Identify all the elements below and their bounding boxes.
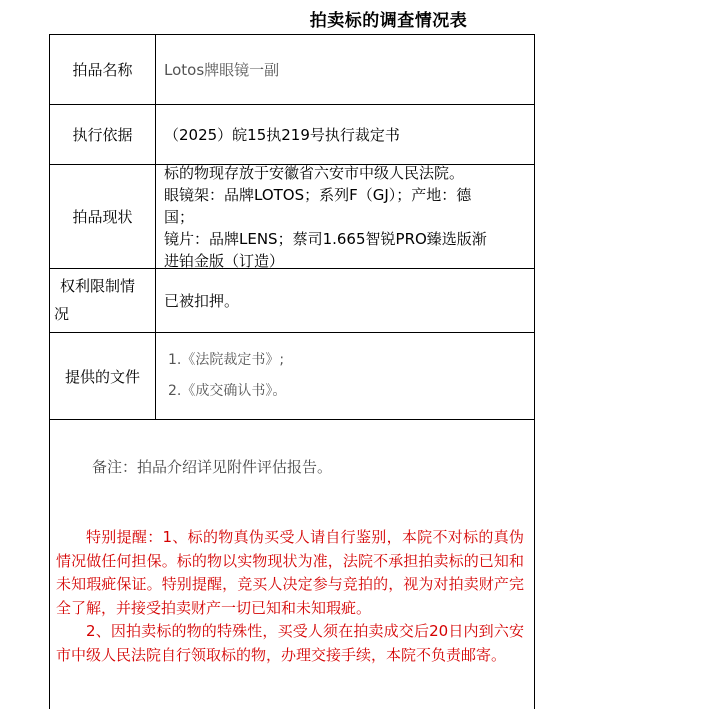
label-item-name: 拍品名称 <box>50 35 156 104</box>
label-rights-line1: 权利限制情 <box>60 277 136 295</box>
label-rights <box>50 269 156 332</box>
label-status: 拍品现状 <box>50 165 156 268</box>
remark-text: 备注：拍品介绍详见附件评估报告。 <box>92 458 333 476</box>
document-item: 2.《成交确认书》。 <box>168 383 287 399</box>
row-status <box>50 165 534 269</box>
row-item-name <box>50 35 534 105</box>
status-line: 进铂金版（订造） <box>164 251 285 270</box>
status-line: 标的物现存放于安徽省六安市中级人民法院。 <box>164 163 465 182</box>
document-item: 1.《法院裁定书》; <box>168 352 285 368</box>
label-rights-line2: 况 <box>54 305 70 323</box>
value-item-name: Lotos牌眼镜一副 <box>164 61 280 79</box>
row-documents <box>50 333 534 420</box>
status-line: 眼镜架：品牌LOTOS；系列F（GJ）；产地：德 <box>164 185 472 204</box>
value-rights: 已被扣押。 <box>164 292 240 310</box>
page-title: 拍卖标的调查情况表 <box>309 11 468 31</box>
row-rights <box>50 269 534 333</box>
row-basis <box>50 105 534 165</box>
warning-paragraph-1: 特别提醒：1、标的物真伪买受人请自行鉴别，本院不对标的真伪情况做任何担保。标的物以实物现状为准，法院不承担拍卖标的已知和未知瑕疵保证。特别提醒，竞买人决定参与竞拍的，视为对拍卖财产完全了解，并接受拍卖财产一切已知和未知瑕疵。 <box>56 528 524 617</box>
value-basis: （2025）皖15执219号执行裁定书 <box>164 126 400 144</box>
status-line: 国； <box>164 207 195 226</box>
survey-table <box>49 34 535 709</box>
warning-paragraph-2: 2、因拍卖标的物的特殊性，买受人须在拍卖成交后20日内到六安市中级人民法院自行领取标的物，办理交接手续，本院不负责邮寄。 <box>56 622 524 664</box>
label-documents: 提供的文件 <box>50 333 156 419</box>
status-line: 镜片：品牌LENS；蔡司1.665智锐PRO臻选版渐 <box>164 229 487 248</box>
value-status-cell <box>156 165 534 268</box>
special-warning <box>56 526 524 667</box>
label-basis: 执行依据 <box>50 105 156 164</box>
value-documents-cell <box>156 333 534 419</box>
